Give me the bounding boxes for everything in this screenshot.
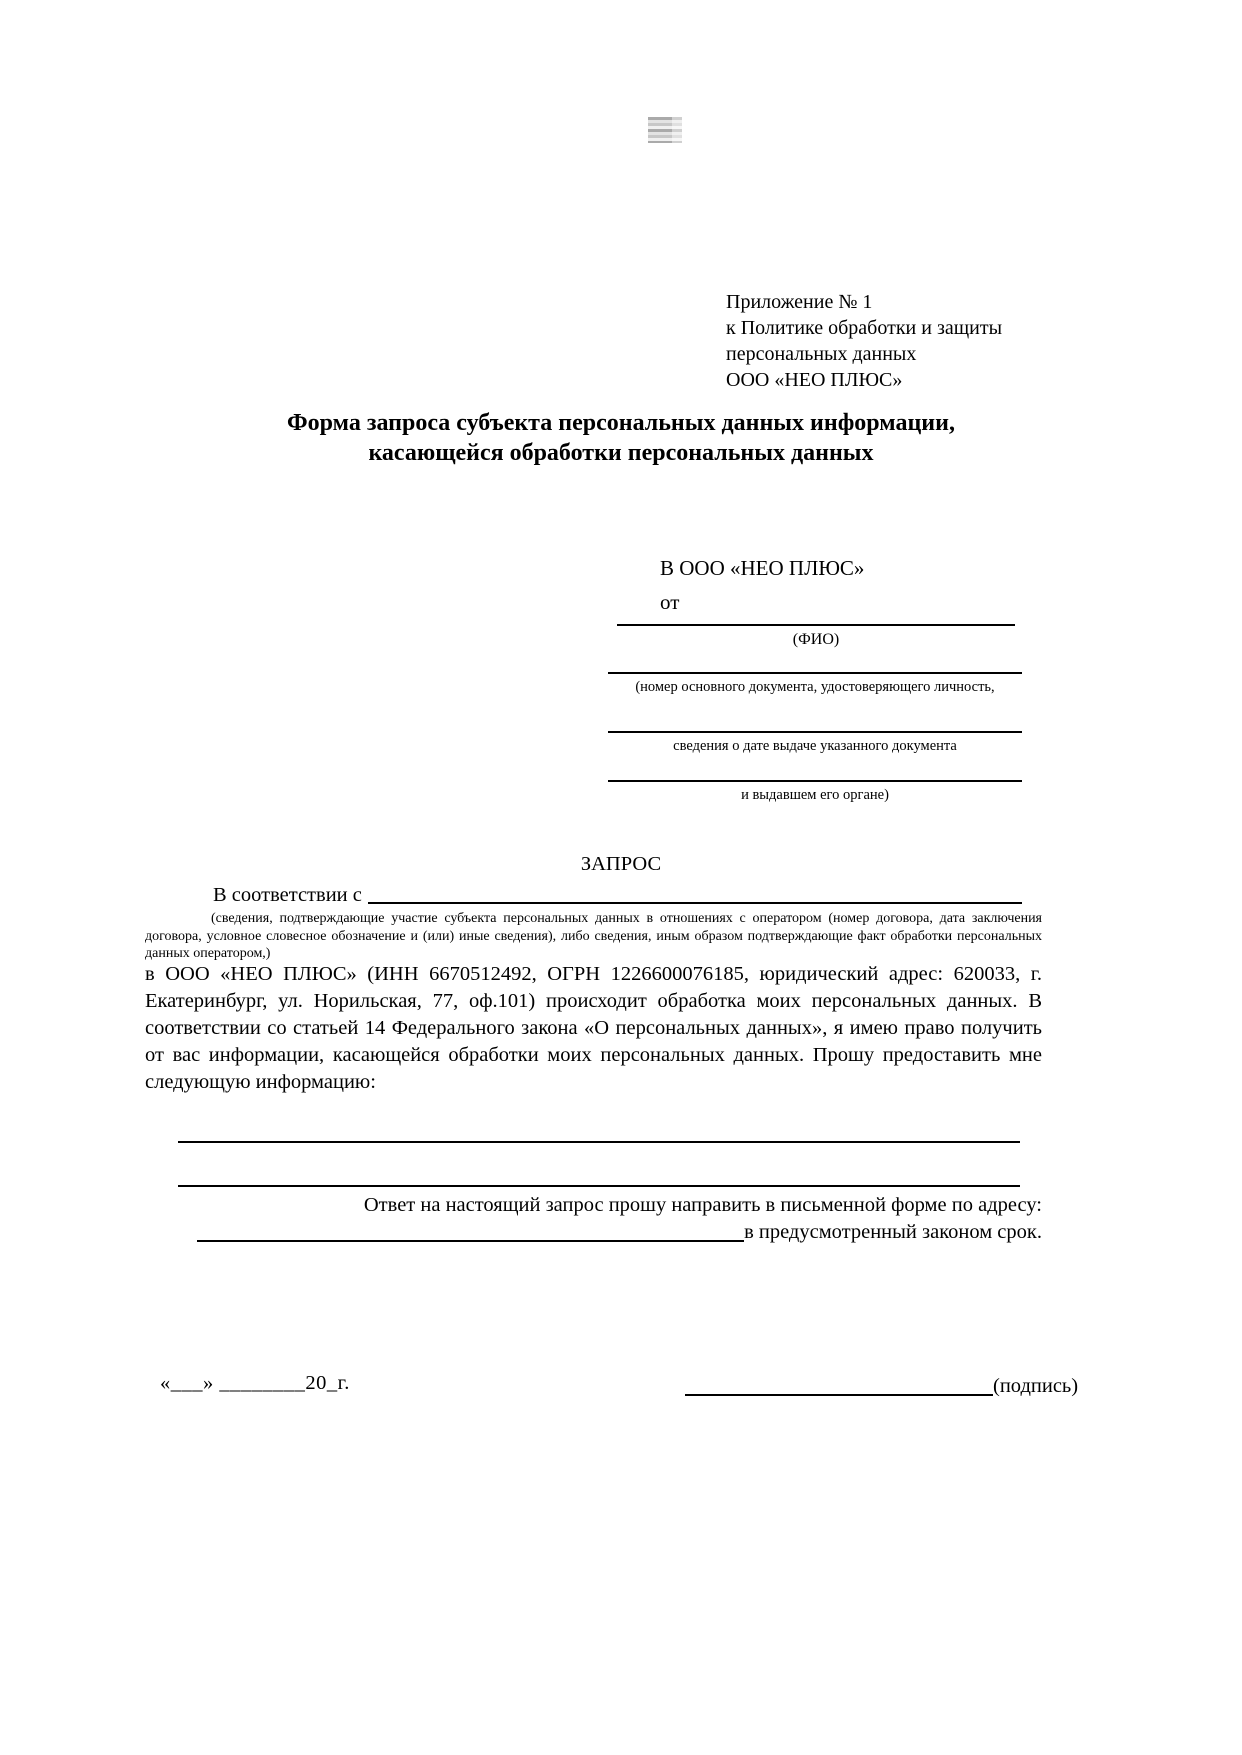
title-line: касающейся обработки персональных данных (368, 440, 874, 466)
intro-label: В соответствии с (213, 884, 362, 906)
annex-line: персональных данных (726, 343, 917, 365)
annex-line: Приложение № 1 (726, 291, 873, 313)
document-number-caption: (номер основного документа, удостоверяющего личность, (635, 679, 995, 695)
annex-line: к Политике обработки и защиты (726, 317, 1003, 339)
document-title (0, 408, 1242, 468)
issue-date-caption: сведения о дате выдаче указанного документа (673, 738, 957, 754)
form-field-issuing-authority (608, 780, 1022, 804)
footnote-text: (сведения, подтверждающие участие субъекта персональных данных в отношениях с оператором (номер договора, дата заключения договора, условное словесное обозначение и (или) иные сведения), либо сведения, иным образом подтверждающие факт обработки персональных данных оператором,) (145, 911, 1042, 961)
date-blank-line: «___» ________20_г. (160, 1372, 350, 1394)
intro-row (145, 882, 1022, 908)
annex-line: ООО «НЕО ПЛЮС» (726, 369, 903, 391)
intro-blank-line (368, 882, 1022, 904)
form-field-issue-date (608, 731, 1022, 755)
form-field-fio (617, 624, 1015, 649)
addressee-to: В ООО «НЕО ПЛЮС» (660, 556, 865, 580)
issuing-authority-caption: и выдавшем его органе) (741, 787, 889, 803)
signature-caption: (подпись) (993, 1375, 1079, 1397)
form-field-document-number (608, 672, 1022, 696)
title-line: Форма запроса субъекта персональных данных информации, (287, 410, 955, 436)
address-blank-line (197, 1218, 744, 1242)
fio-caption: (ФИО) (792, 631, 840, 648)
reply-request-text: Ответ на настоящий запрос прошу направить в письменной форме по адресу: (363, 1194, 1042, 1216)
annex-block (726, 289, 1002, 393)
info-blank-line-1 (178, 1141, 1020, 1143)
reply-address-row (197, 1218, 1042, 1246)
reply-tail-text: в предусмотренный законом срок. (744, 1221, 1042, 1243)
body-paragraph: в ООО «НЕО ПЛЮС» (ИНН 6670512492, ОГРН 1226600076185, юридический адрес: 620033, г. Екатеринбург, ул. Норильская, 77, оф.101) происходит обработка моих персональных данных. В соответствии со статьей 14 Федерального закона «О персональных данных», я имею право получить от вас информации, касающейся обработки моих персональных данных. Прошу предоставить мне следующую информацию: (145, 963, 1042, 1093)
info-blank-line-2 (178, 1185, 1020, 1187)
request-heading: ЗАПРОС (580, 853, 662, 875)
signature-blank-line (685, 1372, 993, 1396)
addressee-from-label: от (660, 590, 680, 614)
signature-row (685, 1372, 1115, 1400)
placeholder-image-icon (648, 117, 682, 143)
